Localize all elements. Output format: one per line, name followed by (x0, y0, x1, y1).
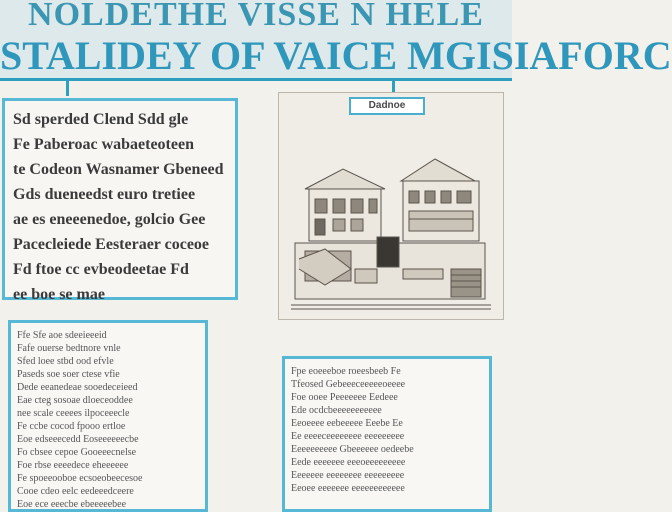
card-label: Dadnoe (349, 97, 425, 115)
text-line: Ffe Sfe aoe sdeeieeeid (17, 330, 107, 341)
text-line: Foe rbse eeeedece eheeeeee (17, 460, 129, 471)
divider-tick (66, 80, 69, 96)
text-line: Ee eeeeceeeeeeee eeeeeeeee (291, 431, 405, 442)
article-panel-bottom-left (8, 320, 208, 512)
text-line: Fe ccbe cocod fpooo ertloe (17, 421, 126, 432)
text-line: Pacecleiede Eesteraer coceoe (13, 236, 210, 253)
text-line: Eoe edseeecedd Eoseeeeeecbe (17, 434, 139, 445)
text-line: Eoe ece eeecbe ebeeeeebee (17, 499, 127, 510)
text-line: Cooe cdeo eelc eedeeedceere (17, 486, 134, 497)
text-line: Foe ooee Peeeeeee Eedeee (291, 392, 398, 403)
text-line: Eeoeeee eebeeeee Eeebe Ee (291, 418, 403, 429)
text-line: Fe spoeeooboe ecsoeobeecesoe (17, 473, 143, 484)
text-line: te Codeon Wasnamer Gbeneed (13, 161, 224, 178)
text-line: Sfed loee stbd ood efvle (17, 356, 114, 367)
text-line: Eeoee eeeeeee eeeeeeeeeeee (291, 483, 405, 494)
text-line: nee scale ceeees ilpoceeecle (17, 408, 130, 419)
text-line: Ede ocdcbeeeeeeeeeee (291, 405, 382, 416)
text-line: Tfeosed Gebeeeceeeeeoeeee (291, 379, 406, 390)
text-line: Fe Paberoac wabaeteoteen (13, 136, 194, 153)
text-line: ee boe se mae (13, 286, 105, 303)
article-text-bottom-left (17, 329, 199, 511)
text-line: Fafe ouerse bedtnore vnle (17, 343, 121, 354)
article-panel-bottom-right (282, 356, 492, 512)
title-line-1: NOLDETHE VISSE N HELE (28, 0, 484, 33)
article-text-left (13, 107, 231, 307)
text-line: ae es eneeenedoe, golcio Gee (13, 211, 206, 228)
text-line: Fd ftoe cc evbeodeetae Fd (13, 261, 189, 278)
text-line: Eae cteg sosoae dloeceoddee (17, 395, 133, 406)
text-line: Eeeeeee eeeeeeee eeeeeeeee (291, 470, 405, 481)
text-line: Fo cbsee cepoe Gooeeecnelse (17, 447, 137, 458)
house-illustration (285, 119, 497, 315)
text-line: Eede eeeeeee eeeoeeeeeeeee (291, 457, 406, 468)
text-line: Eeeeeeeeee Gbeeeeee oedeebe (291, 444, 414, 455)
text-line: Gds dueneedst euro tretiee (13, 186, 196, 203)
title-banner (0, 0, 672, 81)
illustration-card (278, 92, 504, 320)
article-text-bottom-right (291, 365, 483, 495)
text-line: Sd sperded Clend Sdd gle (13, 111, 189, 128)
text-line: Dede eeanedeae sooedeceieed (17, 382, 138, 393)
text-line: Fpe eoeeeboe roeesbeeb Fe (291, 366, 401, 377)
text-line: Paseds soe soer ctese vfie (17, 369, 120, 380)
title-line-2: STALIDEY OF VAICE MGISIAFORC (0, 33, 672, 78)
article-panel-left (2, 98, 238, 303)
